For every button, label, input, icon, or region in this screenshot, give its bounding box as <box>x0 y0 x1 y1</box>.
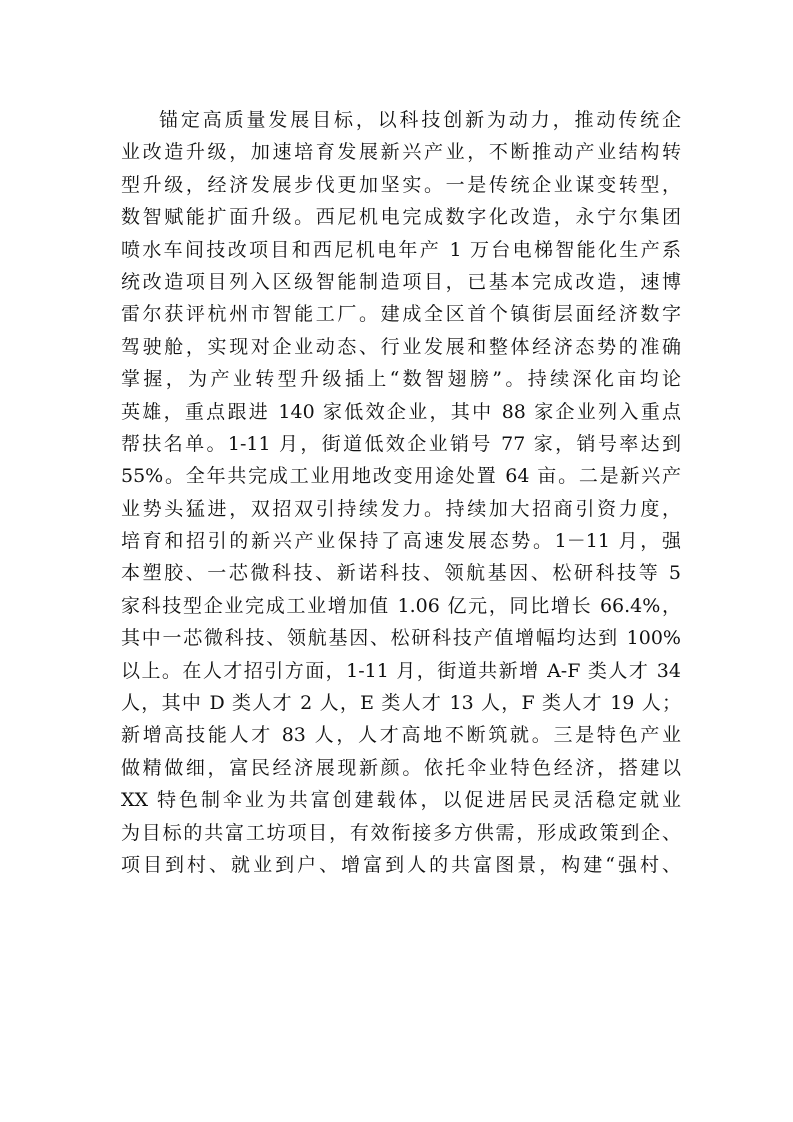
paragraph-line: 为目标的共富工坊项目，有效衔接多方供需，形成政策到企、 <box>121 821 681 844</box>
paragraph-line: 人，其中 D 类人才 2 人，E 类人才 13 人，F 类人才 19 人； <box>121 692 681 715</box>
paragraph-line: 雷尔获评杭州市智能工厂。建成全区首个镇街层面经济数字 <box>121 303 681 326</box>
paragraph-line: 项目到村、就业到户、增富到人的共富图景，构建“强村、 <box>121 853 681 876</box>
paragraph-line: 新增高技能人才 83 人，人才高地不断筑就。三是特色产业 <box>121 724 681 747</box>
paragraph-line: 其中一芯微科技、领航基因、松研科技产值增幅均达到 100% <box>121 627 681 650</box>
paragraph-line: 喷水车间技改项目和西尼机电年产 1 万台电梯智能化生产系 <box>121 238 681 261</box>
paragraph-line: 英雄，重点跟进 140 家低效企业，其中 88 家企业列入重点 <box>121 400 681 423</box>
paragraph-line: 锚定高质量发展目标，以科技创新为动力，推动传统企 <box>159 109 681 131</box>
paragraph-line: 做精做细，富民经济展现新颜。依托伞业特色经济，搭建以 <box>121 756 681 779</box>
paragraph-line: 数智赋能扩面升级。西尼机电完成数字化改造，永宁尔集团 <box>121 206 681 229</box>
paragraph-line: 驾驶舱，实现对企业动态、行业发展和整体经济态势的准确 <box>121 335 681 358</box>
paragraph-line: 55%。全年共完成工业用地改变用途处置 64 亩。二是新兴产 <box>121 465 681 488</box>
paragraph-line: 业势头猛进，双招双引持续发力。持续加大招商引资力度， <box>121 497 681 520</box>
paragraph-line: 型升级，经济发展步伐更加坚实。一是传统企业谋变转型， <box>121 173 681 196</box>
paragraph-line: XX 特色制伞业为共富创建载体，以促进居民灵活稳定就业 <box>121 789 681 812</box>
paragraph-line: 帮扶名单。1-11 月，街道低效企业销号 77 家，销号率达到 <box>121 432 681 455</box>
paragraph-line: 业改造升级，加速培育发展新兴产业，不断推动产业结构转 <box>121 141 681 164</box>
paragraph-line: 以上。在人才招引方面，1-11 月，街道共新增 A-F 类人才 34 <box>121 659 681 682</box>
paragraph-line: 家科技型企业完成工业增加值 1.06 亿元，同比增长 66.4%， <box>121 594 681 617</box>
paragraph-line: 统改造项目列入区级智能制造项目，已基本完成改造，速博 <box>121 270 681 293</box>
body-paragraph <box>121 104 681 881</box>
paragraph-line: 本塑胶、一芯微科技、新诺科技、领航基因、松研科技等 5 <box>121 562 681 585</box>
paragraph-line: 掌握，为产业转型升级插上“数智翅膀”。持续深化亩均论 <box>121 368 681 391</box>
paragraph-line: 培育和招引的新兴产业保持了高速发展态势。1－11 月，强 <box>121 530 681 553</box>
